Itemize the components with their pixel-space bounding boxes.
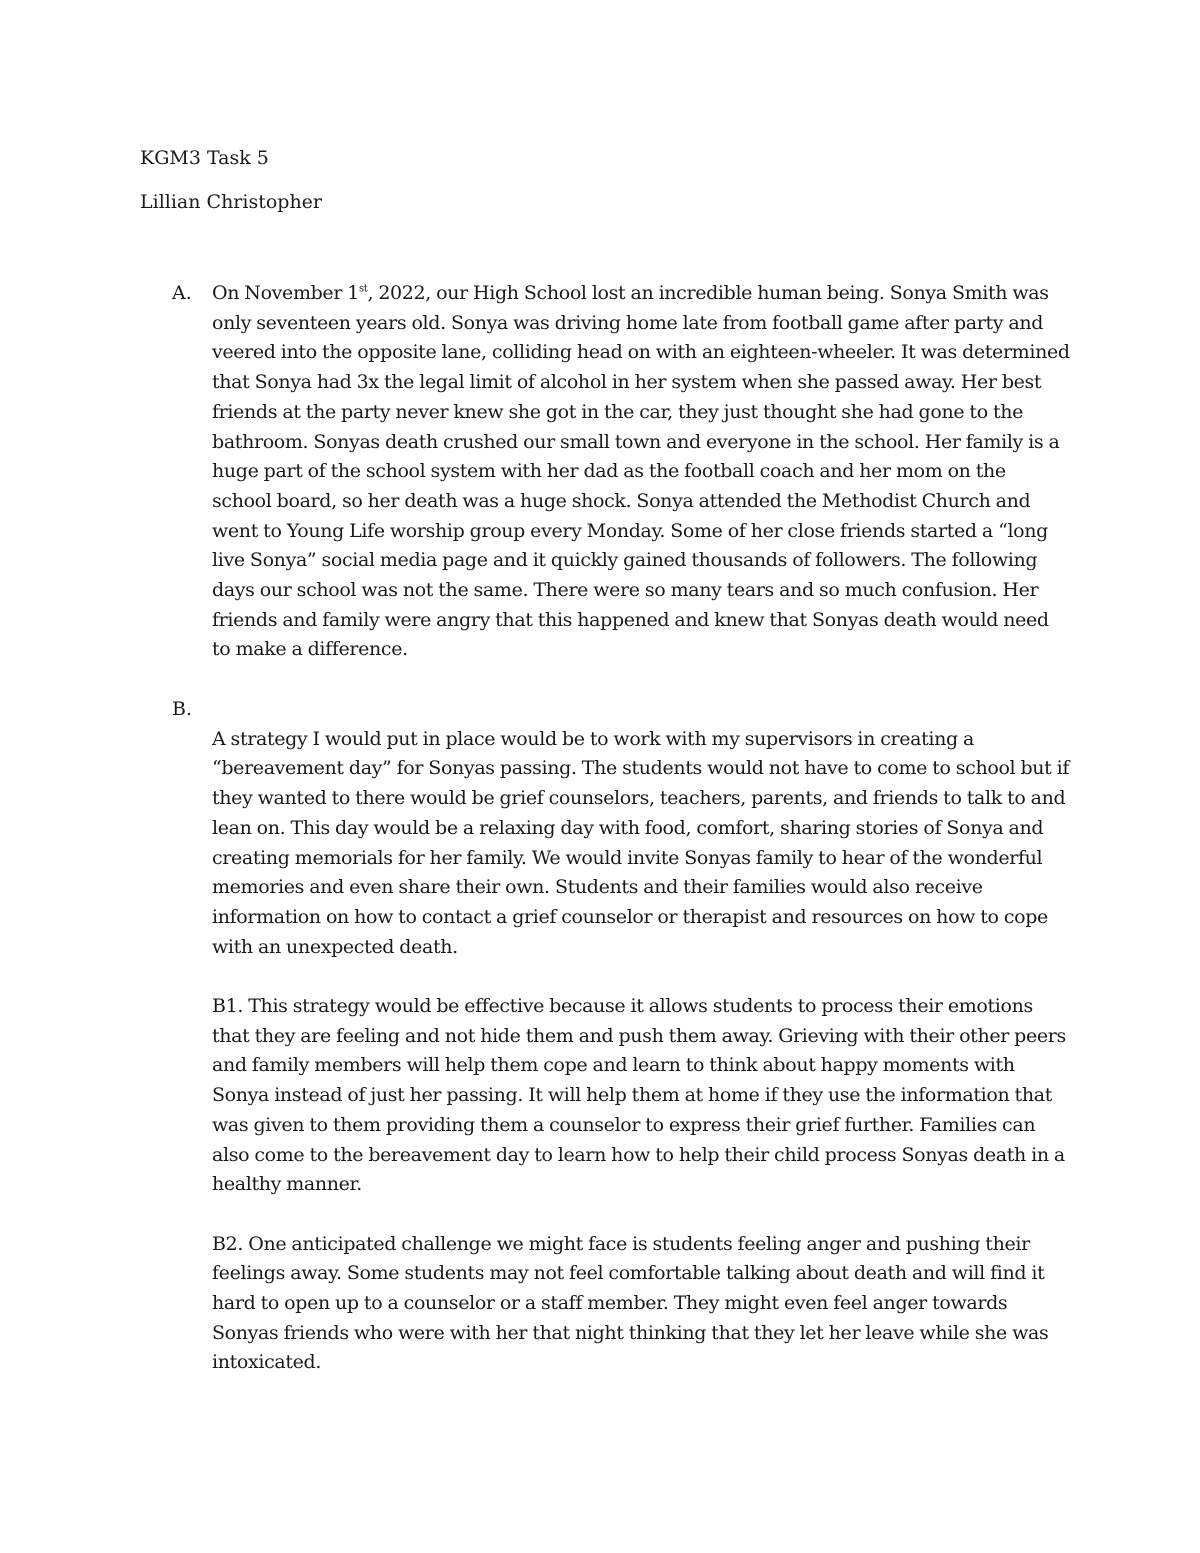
section-a-paragraph bbox=[212, 279, 1070, 665]
section-b-strategy-paragraph: A strategy I would put in place would be to work with my supervisors in creating a “bereavement day” for Sonyas passing. The students would not have to come to school but if they wanted to there would be grief counselors, teachers, parents, and friends to talk to and lean on. This day would be a relaxing day with food, comfort, sharing stories of Sonya and creating memorials for her family. We would invite Sonyas family to hear of the wonderful memories and even share their own. Students and their families would also receive information on how to contact a grief counselor or therapist and resources on how to cope with an unexpected death. bbox=[212, 727, 1070, 958]
section-a bbox=[140, 279, 1080, 665]
section-b bbox=[140, 695, 1080, 1378]
section-b2-paragraph: B2. One anticipated challenge we might face is students feeling anger and pushing their feelings away. Some students may not feel comfortable talking about death and will find it hard to open up to a counselor or a staff member. They might even feel anger towards Sonyas friends who were with her that night thinking that they let her leave while she was intoxicated. bbox=[212, 1232, 1049, 1374]
section-b1-paragraph: B1. This strategy would be effective because it allows students to process their emotions that they are feeling and not hide them and push them away. Grieving with their other peers and family members will help them cope and learn to think about happy moments with Sonya instead of just her passing. It will help them at home if they use the information that was given to them providing them a counselor to express their grief further. Families can also come to the bereavement day to learn how to help their child process Sonyas death in a healthy manner. bbox=[212, 995, 1066, 1196]
section-b-marker: B. bbox=[172, 698, 193, 720]
author-name: Lillian Christopher bbox=[140, 191, 323, 213]
section-a-marker: A. bbox=[172, 282, 192, 304]
document-title: KGM3 Task 5 bbox=[140, 147, 269, 169]
section-a-text-start: On November 1 bbox=[212, 282, 359, 304]
section-a-text-rest: , 2022, our High School lost an incredible human being. Sonya Smith was only seventeen years old. Sonya was driving home late from football game after party and veered into the opposite lane, colliding head on with an eighteen-wheeler. It was determined that Sonya had 3x the legal limit of alcohol in her system when she passed away. Her best friends at the party never knew she got in the car, they just thought she had gone to the bathroom. Sonyas death crushed our small town and everyone in the school. Her family is a huge part of the school system with her dad as the football coach and her mom on the school board, so her death was a huge shock. Sonya attended the Methodist Church and went to Young Life worship group every Monday. Some of her close friends started a “long live Sonya” social media page and it quickly gained thousands of followers. The following days our school was not the same. There were so many tears and so much confusion. Her friends and family were angry that this happened and knew that Sonyas death would need to make a difference. bbox=[212, 282, 1070, 661]
ordinal-suffix: st bbox=[358, 283, 368, 295]
